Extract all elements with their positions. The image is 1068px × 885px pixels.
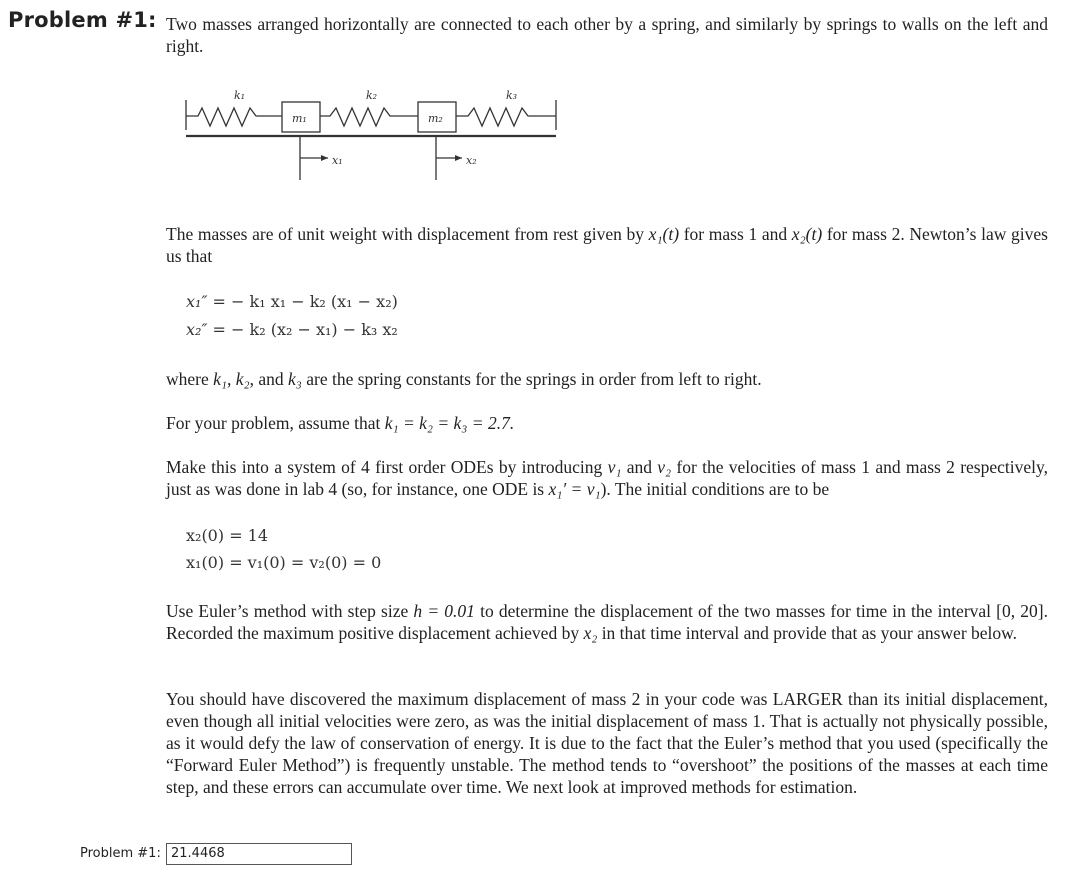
spring-3 — [456, 108, 556, 126]
euler-paragraph: Use Euler’s method with step size h = 0.01 to determine the displacement of the two masses for time in the interval [0, 20]. Recorded the maximum positive displacement achieved by x₂ in that time interval and provide that as your answer below. — [166, 601, 1049, 643]
x1-label: x₁ — [332, 154, 343, 167]
answer-input[interactable]: 21.4468 — [166, 843, 352, 865]
x1-arrowhead — [321, 155, 328, 161]
problem-intro: Two masses arranged horizontally are connected to each other by a spring, and similarly by springs to walls on the left and right. — [166, 14, 1048, 56]
spring-mass-diagram — [180, 86, 560, 186]
k3-label: k₃ — [506, 89, 518, 102]
system-paragraph: Make this into a system of 4 first order ODEs by introducing v₁ and v₂ for the velocities of mass 1 and mass 2 respectively, just as was done in lab 4 (so, for instance, one ODE is x₁′ = v₁). The initial conditions are to be — [166, 457, 1048, 499]
k1-label: k₁ — [234, 89, 246, 102]
initial-condition-1: x₂(0) = 14 — [186, 526, 269, 545]
equation-1: x₁″ = − k₁ x₁ − k₂ (x₁ − x₂) — [186, 292, 398, 311]
masses-paragraph: The masses are of unit weight with displacement from rest given by x₁(t) for mass 1 and x₂(t) for mass 2. Newton’s law gives us that — [166, 224, 1048, 266]
assume-paragraph: For your problem, assume that k₁ = k₂ = k₃ = 2.7. — [166, 413, 515, 433]
problem-heading: Problem #1: — [8, 8, 157, 32]
initial-condition-2: x₁(0) = v₁(0) = v₂(0) = 0 — [186, 553, 382, 572]
x2-arrowhead — [455, 155, 462, 161]
equation-2: x₂″ = − k₂ (x₂ − x₁) − k₃ x₂ — [186, 320, 398, 339]
spring-1 — [186, 108, 282, 126]
k2-label: k₂ — [366, 89, 378, 102]
spring-2 — [320, 108, 418, 126]
discussion-paragraph: You should have discovered the maximum displacement of mass 2 in your code was LARGER than its initial displacement, even though all initial velocities were zero, as was the initial displacement of mass 1. That is actually not physically possible, as it would defy the law of conservation of energy. It is due to the fact that the Euler’s method that you used (specifically the “Forward Euler Method”) is frequently unstable. The method tends to “overshoot” the positions of the masses at each time step, and these errors can accumulate over time. We next look at improved methods for estimation. — [166, 689, 1048, 797]
where-paragraph: where k₁, k₂, and k₃ are the spring constants for the springs in order from left to right. — [166, 369, 762, 389]
m1-label: m₁ — [292, 112, 307, 125]
x2-label: x₂ — [466, 154, 477, 167]
answer-label: Problem #1: — [80, 846, 161, 861]
m2-label: m₂ — [428, 112, 443, 125]
